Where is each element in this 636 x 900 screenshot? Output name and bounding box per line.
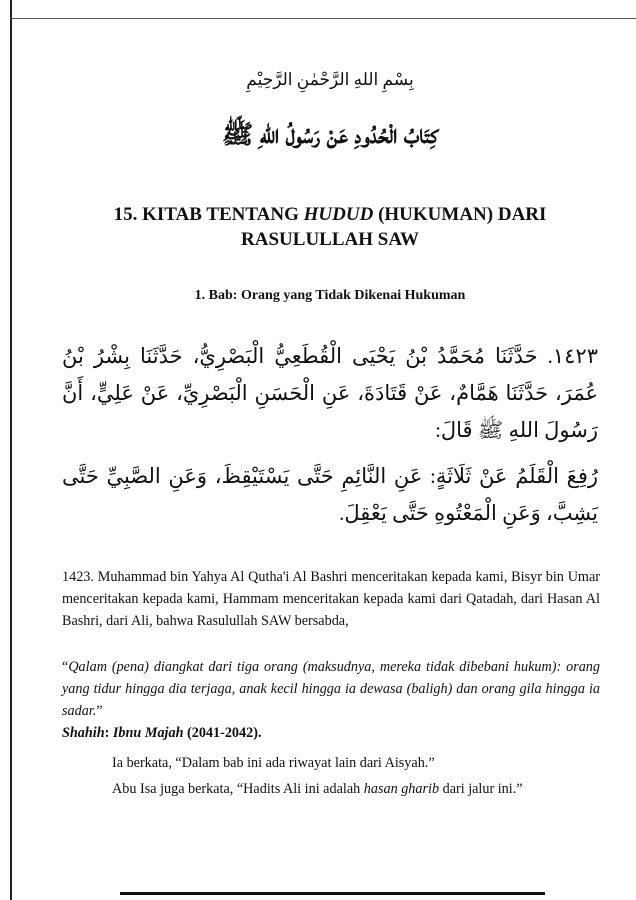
basmala: بِسْمِ اللهِ الرَّحْمٰنِ الرَّحِيْمِ: [246, 70, 414, 89]
translation-chain: 1423. Muhammad bin Yahya Al Qutha'i Al Bashri menceritakan kepada kami, Bisyr bin Umar menceritakan kepada kami, Hammam menceritakan kepada kami dari Qatadah, dari Hasan Al Bashri, dari Ali, bahwa Rasulullah SAW bersabda,: [62, 569, 600, 629]
bab-title: 1. Bab: Orang yang Tidak Dikenai Hukuman: [194, 288, 466, 303]
note-abu-isa-after: dari jalur ini.”: [439, 781, 523, 797]
chapter-title-prefix: 15. KITAB TENTANG: [113, 204, 304, 225]
chapter-title-line2: RASULULLAH SAW: [241, 229, 419, 250]
grade-source: Ibnu Majah: [112, 725, 184, 741]
grade-colon: :: [104, 725, 113, 741]
note-abu-isa: [62, 778, 600, 800]
chapter-title-italic: HUDUD: [303, 204, 374, 225]
quote-text: Qalam (pena) diangkat dari tiga orang (maksudnya, mereka tidak dibebani hukum): orang yang tidur hingga dia terjaga, anak kecil hingga ia dewasa (baligh) dan orang gila hingga ia sadar.: [62, 659, 600, 719]
grade-label: Shahih: [62, 725, 105, 741]
grade-numbers: (2041-2042).: [183, 725, 262, 741]
translation-quote: [62, 656, 600, 722]
quote-close-mark: ”: [96, 703, 103, 719]
note-aisyah: Ia berkata, “Dalam bab ini ada riwayat lain dari Aisyah.”: [112, 755, 435, 771]
arabic-hadith-text: رُفِعَ الْقَلَمُ عَنْ ثَلَاثَةٍ: عَنِ النَّائِمِ حَتَّى يَسْتَيْقِظَ، وَعَنِ الصَّبِيِّ حَتَّى يَشِبَّ، وَعَنِ الْمَعْتُوهِ حَتَّى يَعْقِلَ.: [62, 464, 598, 525]
arabic-chapter-title: كِتَابُ الْحُدُودِ عَنْ رَسُولُ اللهِ ﷺ: [221, 120, 439, 149]
arabic-hadith-chain: ١٤٢٣. حَدَّثَنَا مُحَمَّدُ بْنُ يَحْيَى الْقُطَعِيُّ الْبَصْرِيُّ، حَدَّثَنَا بِشْرُ بْنُ عُمَرَ، حَدَّثَنَا هَمَّامٌ، عَنْ قَتَادَةَ، عَنِ الْحَسَنِ الْبَصْرِيِّ، عَنْ عَلِيٍّ، أَنَّ رَسُولَ اللهِ ﷺ قَالَ:: [62, 344, 598, 442]
chapter-title-suffix: (HUKUMAN) DARI: [373, 204, 547, 225]
chapter-title: [60, 202, 600, 252]
note-abu-isa-before: Abu Isa juga berkata, “Hadits Ali ini adalah: [112, 781, 364, 797]
page-top-border: [10, 18, 636, 19]
bottom-rule: [120, 892, 545, 895]
note-abu-isa-italic: hasan gharib: [363, 781, 440, 797]
hadith-grade: [62, 722, 600, 744]
page-left-border: [10, 0, 12, 900]
quote-open-mark: “: [62, 659, 69, 675]
